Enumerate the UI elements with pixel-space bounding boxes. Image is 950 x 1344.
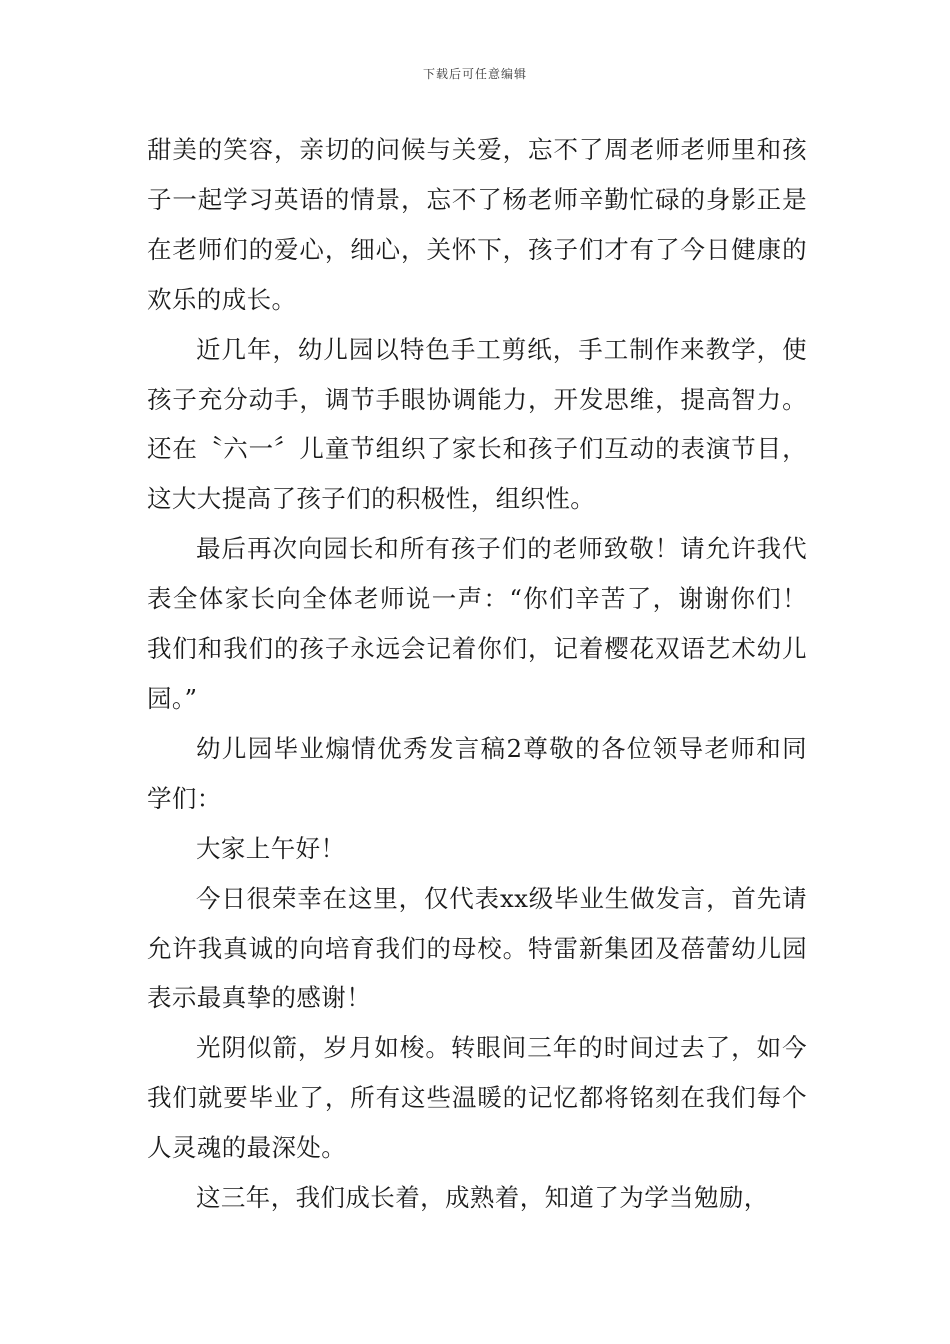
- paragraph-4: 幼儿园毕业煽情优秀发言稿2尊敬的各位领导老师和同学们：: [147, 733, 807, 813]
- paragraph-2: 近几年，幼儿园以特色手工剪纸，手工制作来教学，使孩子充分动手，调节手眼协调能力，开发思维，提高智力。还在〝六一〞儿童节组织了家长和孩子们互动的表演节目，这大大提高了孩子们的积极性，组织性。: [147, 334, 807, 514]
- paragraph-8: 这三年，我们成长着，成熟着，知道了为学当勉励，: [196, 1183, 769, 1213]
- paragraph-1: 甜美的笑容，亲切的问候与关爱，忘不了周老师老师里和孩子一起学习英语的情景，忘不了杨老师辛勤忙碌的身影正是在老师们的爱心，细心，关怀下，孩子们才有了今日健康的欢乐的成长。: [147, 135, 807, 314]
- document-body: [147, 125, 807, 1223]
- paragraph-6: 今日很荣幸在这里，仅代表xx级毕业生做发言，首先请允许我真诚的向培育我们的母校。特雷新集团及蓓蕾幼儿园表示最真挚的感谢！: [147, 883, 807, 1013]
- paragraph-7: 光阴似箭，岁月如梭。转眼间三年的时间过去了，如今我们就要毕业了，所有这些温暖的记忆都将铭刻在我们每个人灵魂的最深处。: [147, 1033, 807, 1163]
- paragraph-3: 最后再次向园长和所有孩子们的老师致敬！请允许我代表全体家长向全体老师说一声：“你们辛苦了，谢谢你们！我们和我们的孩子永远会记着你们，记着樱花双语艺术幼儿园。”: [147, 534, 807, 713]
- paragraph-5: 大家上午好！: [196, 833, 346, 863]
- page-header: 下载后可任意编辑: [422, 67, 527, 81]
